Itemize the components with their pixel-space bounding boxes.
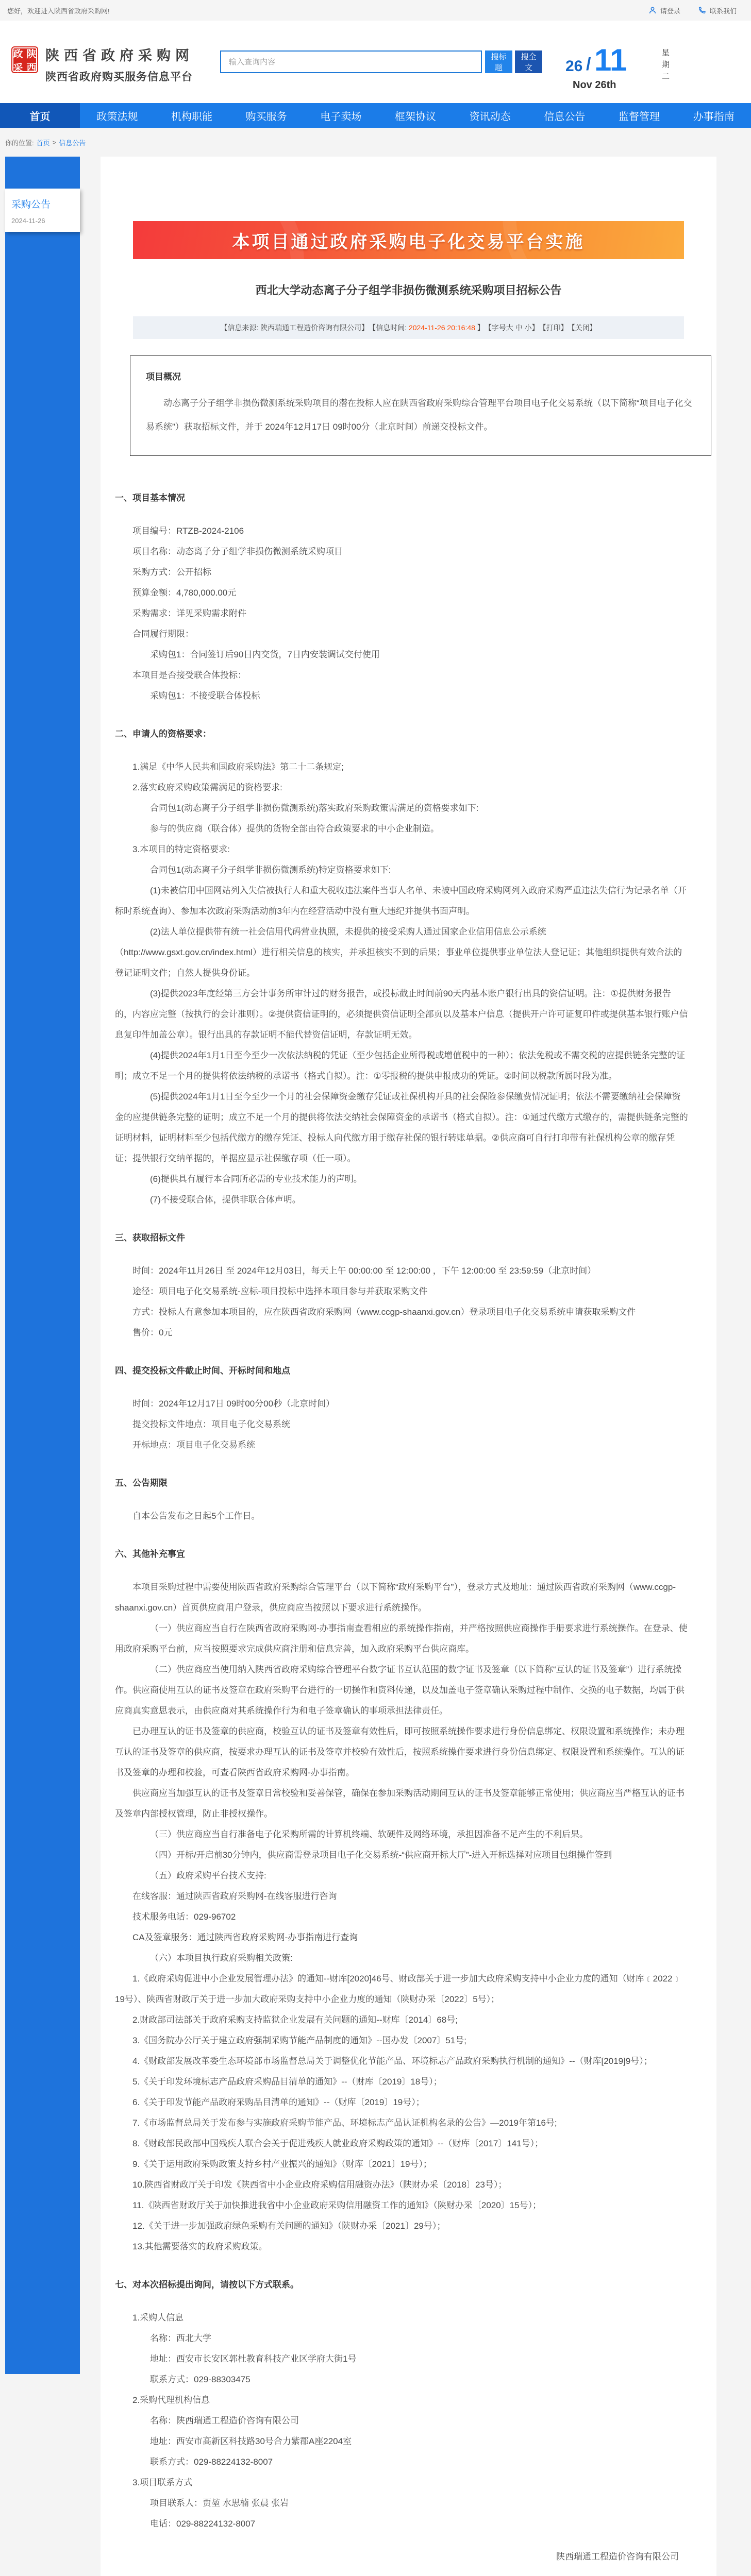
nav-item-6[interactable]: 资讯动态 [469,111,511,123]
search-title-button[interactable]: 搜标题 [485,50,512,73]
nav-item-4[interactable]: 电子卖场 [320,111,362,123]
section-heading: 七、对本次招标提出询问，请按以下方式联系。 [115,2280,299,2290]
nav-item-1[interactable]: 政策法规 [96,111,138,123]
article-paragraph: 电话：029-88224132-8007 [150,2519,256,2529]
breadcrumb-label: 你的位置: [5,139,34,147]
section-heading: 四、提交投标文件截止时间、开标时间和地点 [115,1366,290,1376]
article-paragraph: 地址：西安市长安区郭杜教育科技产业区学府大街1号 [150,2354,357,2364]
article-paragraph: 本项目是否接受联合体投标： [132,670,246,680]
article-paragraph: 13.其他需要落实的政府采购政策。 [132,2242,268,2251]
article-paragraph: 3.《国务院办公厅关于建立政府强制采购节能产品制度的通知》--国办发〔2007〕51号; [132,2036,466,2045]
user-icon [648,6,657,14]
article-paragraph: 技术服务电话：029-96702 [132,1912,236,1922]
nav-item-2[interactable]: 机构职能 [171,111,212,123]
overview-heading: 项目概况 [146,372,181,382]
article-paragraph: 12.《关于进一步加强政府绿色采购有关问题的通知》（陕财办采〔2021〕29号）； [132,2221,446,2231]
section-heading: 五、公告期限 [115,1478,168,1488]
article-paragraph: 方式：投标人有意参加本项目的，应在陕西省政府采购网（www.ccgp-shaanxi.gov.cn）登录项目电子化交易系统申请获取采购文件 [132,1307,636,1317]
article-paragraph: 联系方式：029-88224132-8007 [150,2457,273,2467]
nav-item-5[interactable]: 框架协议 [395,111,437,123]
section-heading: 二、申请人的资格要求： [115,729,211,739]
article-paragraph: 开标地点：项目电子化交易系统 [132,1440,255,1450]
logo-char: 陕 [26,49,37,60]
topbar-right [648,6,737,15]
article-paragraph: (3)提供2023年度经第三方会计事务所审计过的财务报告，或投标截止时间前90天内基本账户银行出具的资信证明。注：①提供财务报告的，内容应完整（按执行的会计准则）。②提供资信证明的，必须提供资信证明全部页以及基本户信息（提供开户许可证复印件或提供基本银行账户信息复印件加盖公章）。银行出具的存款证明不能代替资信证明，存款证明无效。 [115,989,688,1040]
article-paragraph: 参与的供应商（联合体）提供的货物全部由符合政策要求的中小企业制造。 [150,824,439,834]
site-subtitle: 陕西省政府购买服务信息平台 [45,71,193,83]
main-nav [0,103,751,128]
article-paragraph: 名称：陕西瑞通工程造价咨询有限公司 [150,2416,299,2426]
article-paragraph: 时间：2024年12月17日 09时00分00秒（北京时间） [132,1399,335,1409]
breadcrumb [0,128,751,157]
site-header [0,21,751,103]
article-paragraph: 合同包1(动态离子分子组学非损伤微测系统)特定资格要求如下: [150,865,391,875]
article-paragraph: 项目名称：动态离子分子组学非损伤微测系统采购项目 [132,547,343,556]
article-paragraph: 2.落实政府采购政策需满足的资格要求: [132,783,282,792]
project-overview-box [130,355,711,456]
article-paragraph: （一）供应商应当自行在陕西省政府采购网-办事指南查看相应的系统操作指南，并严格按照供应商操作手册要求进行系统操作。在登录、使用政府采购平台前，应当按照要求完成供应商注册和信息完善，加入政府采购平台供应商库。 [115,1623,688,1654]
article-paragraph: 预算金额：4,780,000.00元 [132,588,237,598]
article-paragraph: 联系方式：029-88303475 [150,2375,251,2384]
article-paragraph: 采购方式：公开招标 [132,567,211,577]
date-day: 26 [565,58,583,75]
article-paragraph: (2)法人单位提供带有统一社会信用代码营业执照，未提供的接受采购人通过国家企业信用信息公示系统（http://www.gsxt.gov.cn/index.html）进行相关信息的核实，并承担核实不到的后果；事业单位提供事业单位法人登记证；其他组织提供有效合法的登记证明文件；自然人提供身份证。 [115,927,682,978]
sidebar-card-title: 采购公告 [11,199,51,210]
breadcrumb-separator: > [52,138,57,146]
article-meta-bar [133,316,684,339]
article-paragraph: 采购包1：不接受联合体投标 [150,691,260,701]
article-content [101,157,716,2576]
meta-time-label: 【信息时间: [369,324,409,332]
date-widget [565,43,670,92]
article-paragraph: 7.《市场监督总局关于发布参与实施政府采购节能产品、环境标志产品认证机构名录的公告》—2019年第16号; [132,2118,557,2128]
article-paragraph: 5.《关于印发环境标志产品政府采购品目清单的通知》--（财库〔2019〕18号）； [132,2077,442,2087]
phone-icon [698,6,706,14]
article-paragraph: 在线客服：通过陕西省政府采购网-在线客服进行咨询 [132,1891,337,1901]
article-paragraph: (4)提供2024年1月1日至今至少一次依法纳税的凭证（至少包括企业所得税或增值税中的一种）；依法免税或不需交税的应提供链条完整的证明；成立不足一个月的提供将依法纳税的承诺书（格式自拟）。注：①零报税的提供申报成功的凭证。②时间以税款所属时段为准。 [115,1050,686,1081]
article-paragraph: 10.陕西省财政厅关于印发《陕西省中小企业政府采购信用融资办法》（陕财办采〔2018〕23号）； [132,2180,507,2190]
article-paragraph: 1.《政府采购促进中小企业发展管理办法》的通知--财库[2020]46号、财政部关于进一步加大政府采购支持中小企业力度的通知（财库﹝2022﹞19号）、陕西省财政厅关于进一步加大政府采购支持中小企业力度的通知（陕财办采〔2022〕5号）； [115,1974,681,2004]
welcome-text: 您好，欢迎进入陕西省政府采购网! [7,7,110,15]
font-size-control[interactable]: 【字号大 中 小】 [484,324,539,332]
site-logo [11,46,38,73]
close-button[interactable]: 【关闭】 [568,324,597,332]
search-input[interactable] [220,50,482,73]
logo-char: 政 [13,49,23,60]
topbar [0,0,751,21]
article-paragraph: 项目联系人：贾堃 水思楠 张晨 张岩 [150,2498,289,2508]
article-paragraph: （六）本项目执行政府采购相关政策: [150,1953,293,1963]
login-link[interactable] [648,6,680,15]
article-paragraph: 2.财政部司法部关于政府采购支持监狱企业发展有关问题的通知--财库〔2014〕68号; [132,2015,458,2025]
search-fulltext-button[interactable]: 搜全文 [515,50,542,73]
article-paragraph: (7)不接受联合体，提供非联合体声明。 [150,1195,301,1205]
article-paragraph: 2.采购代理机构信息 [132,2395,210,2405]
meta-source: 【信息来源: 陕西瑞通工程造价咨询有限公司】 [220,324,369,332]
article-paragraph: 采购需求：详见采购需求附件 [132,608,246,618]
article-paragraph: 8.《财政部民政部中国残疾人联合会关于促进残疾人就业政府采购政策的通知》--（财库〔2017〕141号）； [132,2139,544,2148]
article-paragraph: 项目编号：RTZB-2024-2106 [132,526,244,536]
article-paragraph: 6.《关于印发节能产品政府采购品目清单的通知》--（财库〔2019〕19号）； [132,2097,425,2107]
date-slash: / [586,55,591,74]
page-title: 西北大学动态离子分子组学非损伤微测系统采购项目招标公告 [255,284,562,297]
article-paragraph: 3.本项目的特定资格要求: [132,844,230,854]
article-paragraph: 供应商应当加强互认的证书及签章日常校验和妥善保管，确保在参加采购活动期间互认的证书及签章能够正常使用；供应商应当严格互认的证书及签章内部授权管理，防止非授权操作。 [115,1788,685,1819]
article-paragraph: 本项目采购过程中需要使用陕西省政府采购综合管理平台（以下简称“政府采购平台”），登录方式及地址：通过陕西省政府采购网（www.ccgp-shaanxi.gov.cn）首页供应商用户登录，供应商应当按照以下要求进行系统操作。 [115,1582,676,1613]
article-paragraph: 名称：西北大学 [150,2333,211,2343]
section-heading: 三、获取招标文件 [115,1233,185,1243]
nav-item-9[interactable]: 办事指南 [693,111,735,123]
article-paragraph: （二）供应商应当使用纳入陕西省政府采购综合管理平台数字证书互认范围的数字证书及签章（以下简称“互认的证书及签章”）进行系统操作。供应商使用互认的证书及签章在政府采购平台进行的一切操作和资料传递，以及加盖电子签章确认采购过程中制作、交换的电子数据，均属于供应商真实意思表示，由供应商对其系统操作行为和电子签章确认的事项承担法律责任。 [115,1665,685,1716]
meta-time-value: 2024-11-26 20:16:48 [408,324,475,332]
section-heading: 六、其他补充事宜 [115,1549,185,1559]
date-month: 11 [594,43,627,77]
article-paragraph: 自本公告发布之日起5个工作日。 [132,1511,260,1521]
article-paragraph: 1.采购人信息 [132,2313,184,2323]
article-paragraph: 合同履行期限： [132,629,194,639]
nav-item-3[interactable]: 购买服务 [245,111,287,123]
article-paragraph: （四）开标/开启前30分钟内，供应商需登录项目电子化交易系统-“供应商开标大厅”-进入开标选择对应项目包组操作签到 [150,1850,612,1860]
site-titles [45,44,194,84]
meta-time-end: 】 [475,324,485,332]
article-paragraph: 9.《关于运用政府采购政策支持乡村产业振兴的通知》（财库〔2021〕19号）； [132,2159,432,2169]
article-paragraph: (1)未被信用中国网站列入失信被执行人和重大税收违法案件当事人名单、未被中国政府采购网列入政府采购严重违法失信行为记录名单（开标时系统查询）、参加本次政府采购活动前3年内在经营活动中没有重大违纪并提供书面声明。 [115,886,687,916]
article-paragraph: (5)提供2024年1月1日至今至少一个月的社会保障资金缴存凭证或社保机构开具的社会保险参保缴费情况证明；依法不需要缴纳社会保障资金的应提供链条完整的证明；成立不足一个月的提供将依法交纳社会保障资金的承诺书（格式自拟）。注：①通过代缴方式缴存的，需提供链条完整的证明材料，证明材料至少包括代缴方的缴存凭证、投标人向代缴方用于缴存社保的银行转账单据。②供应商可自行打印带有社保机构公章的缴存凭证；提供银行交纳单据的，单据应显示社保缴存项（任一项）。 [115,1092,688,1163]
article-paragraph: 提交投标文件地点：项目电子化交易系统 [132,1419,290,1429]
article-paragraph: 陕西瑞通工程造价咨询有限公司 [556,2552,679,2562]
overview-text: 动态离子分子组学非损伤微测系统采购项目的潜在投标人应在陕西省政府采购综合管理平台项目电子化交易系统（以下简称“项目电子化交易系统”）获取招标文件，并于 2024年12月17日 09时00分（北京时间）前递交投标文件。 [146,398,692,432]
article-paragraph: 售价：0元 [132,1328,173,1337]
article-paragraph: CA及签章服务：通过陕西省政府采购网-办事指南进行查询 [132,1933,358,1942]
site-title: 陕西省政府采购网 [45,48,194,63]
article-paragraph: 途径：项目电子化交易系统-应标-项目投标中选择本项目参与并获取采购文件 [132,1286,428,1296]
contact-link[interactable] [698,6,737,15]
logo-char: 采 [13,63,23,74]
article-paragraph: 时间：2024年11月26日 至 2024年12月03日，每天上午 00:00:00 至 12:00:00 ，下午 12:00:00 至 23:59:59（北京时间） [132,1266,596,1276]
nav-item-0[interactable]: 首页 [0,103,80,128]
sidebar-card-date: 2024-11-26 [11,217,45,225]
article-paragraph: 采购包1：合同签订后90日内交货，7日内安装调试交付使用 [150,650,380,659]
print-button[interactable]: 【打印】 [539,324,568,332]
article-paragraph: 已办理互认的证书及签章的供应商，校验互认的证书及签章有效性后，即可按照系统操作要求进行身份信息绑定、权限设置和系统操作；未办理互认的证书及签章的供应商，按要求办理互认的证书及签章并校验有效性后，按照系统操作要求进行身份信息绑定、权限设置和系统操作。互认的证书及签章的办理和校验，可查看陕西省政府采购网-办事指南。 [115,1726,685,1777]
sidebar-item-procurement-notice[interactable] [5,189,80,232]
article-paragraph: （五）政府采购平台技术支持: [150,1871,266,1880]
date-weekday: 星期二 [661,48,670,84]
article-paragraph: （三）供应商应当自行准备电子化采购所需的计算机终端、软硬件及网络环境，承担因准备不足产生的不利后果。 [150,1829,588,1839]
article-paragraph: (6)提供具有履行本合同所必需的专业技术能力的声明。 [150,1174,362,1184]
article-paragraph: 1.满足《中华人民共和国政府采购法》第二十二条规定; [132,762,344,772]
contact-label: 联系我们 [709,7,737,15]
breadcrumb-current-link[interactable]: 信息公告 [59,139,86,147]
article-paragraph: 11.《陕西省财政厅关于加快推进我省中小企业政府采购信用融资工作的通知》（陕财办采〔2020〕15号）； [132,2200,542,2210]
nav-item-7[interactable]: 信息公告 [544,111,586,123]
date-english: Nov 26th [573,79,616,91]
left-sidebar [5,157,80,2374]
platform-banner: 本项目通过政府采购电子化交易平台实施 [133,221,684,259]
article-paragraph: 合同包1(动态离子分子组学非损伤微测系统)落实政府采购政策需满足的资格要求如下: [150,803,479,813]
article-paragraph: 地址：西安市高新区科技路30号合力紫郡A座2204室 [150,2436,352,2446]
article-body [101,456,716,2576]
article-paragraph: 3.项目联系方式 [132,2478,193,2487]
article-paragraph: 4.《财政部发展改革委生态环境部市场监督总局关于调整优化节能产品、环境标志产品政府采购执行机制的通知》--（财库[2019]9号）； [132,2056,653,2066]
login-label: 请登录 [660,7,680,15]
main-area [0,157,751,2576]
nav-item-8[interactable]: 监督管理 [619,111,660,123]
search-bar [220,50,542,73]
logo-char: 西 [26,63,37,74]
breadcrumb-home-link[interactable]: 首页 [36,139,50,147]
section-heading: 一、项目基本情况 [115,493,185,503]
